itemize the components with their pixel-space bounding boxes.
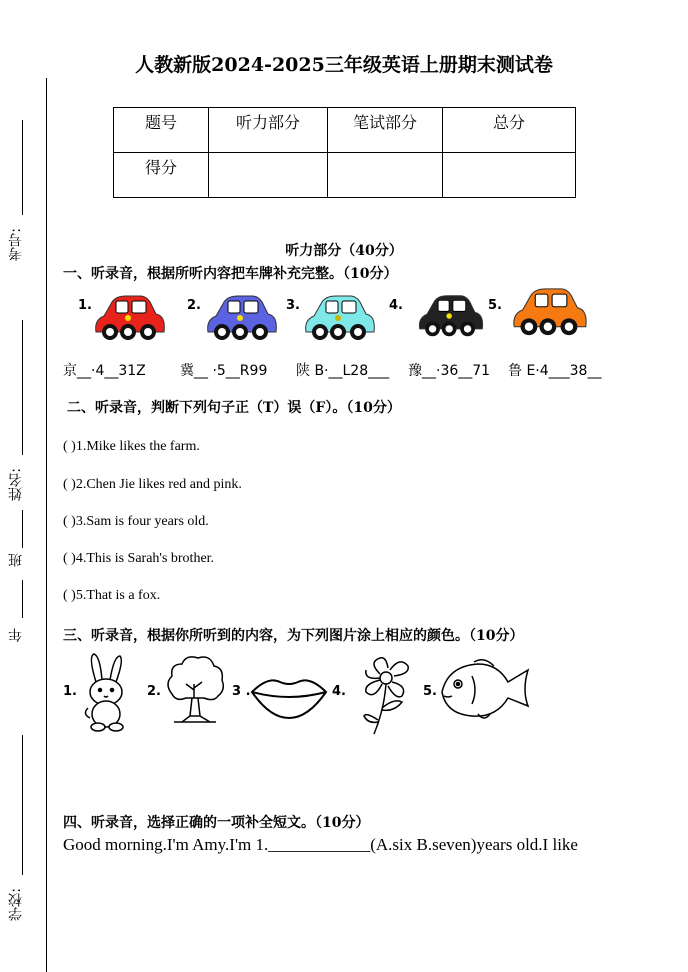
car-number-3: 3. <box>286 298 300 313</box>
header-cell-number: 题号 <box>114 108 209 153</box>
score-cell-writing[interactable] <box>328 153 443 198</box>
plate-5: 鲁 E·4___38__ <box>508 363 602 379</box>
tree-icon <box>164 654 226 726</box>
plate-3: 陕 B·__L28___ <box>296 363 390 379</box>
ban-label: 班 <box>8 553 24 567</box>
score-table-header-row <box>114 108 576 153</box>
car-icon-5 <box>510 284 590 340</box>
section4-heading: 四、听录音，选择正确的一项补全短文。（10分） <box>63 815 370 831</box>
xingming-underline <box>22 320 23 455</box>
kaohao-label: 考号: <box>8 228 24 261</box>
binding-line <box>46 78 47 972</box>
car-icon-2 <box>204 292 280 344</box>
plate-1: 京__·4__31Z <box>63 363 146 379</box>
listening-heading: 听力部分（40分） <box>285 243 403 259</box>
row-label-score: 得分 <box>114 153 209 198</box>
nian-label: 年 <box>8 628 24 642</box>
ban-underline <box>22 510 23 548</box>
picture-number-5: 5. <box>423 684 437 699</box>
flower-icon <box>360 654 416 738</box>
section1-heading: 一、听录音，根据所听内容把车牌补充完整。（10分） <box>63 266 398 282</box>
lips-icon <box>250 672 328 722</box>
car-number-4: 4. <box>389 298 403 313</box>
header-cell-total: 总分 <box>443 108 576 153</box>
nian-underline <box>22 580 23 618</box>
header-cell-listening: 听力部分 <box>209 108 328 153</box>
section2-heading: 二、听录音，判断下列句子正（T）误（F）。（10分） <box>67 400 401 416</box>
car-number-5: 5. <box>488 298 502 313</box>
tf-item-4: ( )4.This is Sarah's brother. <box>63 551 215 566</box>
xuexiao-underline <box>22 735 23 875</box>
plate-2: 冀__ ·5__R99 <box>180 363 268 379</box>
car-icon-3 <box>302 292 378 344</box>
car-icon-1 <box>92 292 168 344</box>
section4-passage: Good morning.I'm Amy.I'm 1.____________(A.six B.seven)years old.I like <box>63 835 578 854</box>
xingming-label: 姓名: <box>8 468 24 501</box>
picture-number-4: 4. <box>332 684 346 699</box>
score-table-score-row <box>114 153 576 198</box>
score-cell-listening[interactable] <box>209 153 328 198</box>
tf-item-1: ( )1.Mike likes the farm. <box>63 439 200 454</box>
picture-number-1: 1. <box>63 684 77 699</box>
header-cell-writing: 笔试部分 <box>328 108 443 153</box>
tf-item-2: ( )2.Chen Jie likes red and pink. <box>63 477 242 492</box>
score-table <box>113 107 576 198</box>
rabbit-icon <box>80 652 132 732</box>
section3-heading: 三、听录音，根据你所听到的内容，为下列图片涂上相应的颜色。（10分） <box>63 628 524 644</box>
fish-icon <box>438 656 532 724</box>
xuexiao-label: 学校: <box>8 888 24 921</box>
kaohao-underline <box>22 120 23 215</box>
score-cell-total[interactable] <box>443 153 576 198</box>
plate-4: 豫__·36__71 <box>408 363 491 379</box>
car-icon-4 <box>416 290 486 342</box>
car-number-1: 1. <box>78 298 92 313</box>
picture-number-2: 2. <box>147 684 161 699</box>
picture-number-3: 3 . <box>232 684 251 699</box>
car-number-2: 2. <box>187 298 201 313</box>
tf-item-5: ( )5.That is a fox. <box>63 588 161 603</box>
exam-title: 人教新版2024-2025三年级英语上册期末测试卷 <box>135 54 553 76</box>
tf-item-3: ( )3.Sam is four years old. <box>63 514 209 529</box>
